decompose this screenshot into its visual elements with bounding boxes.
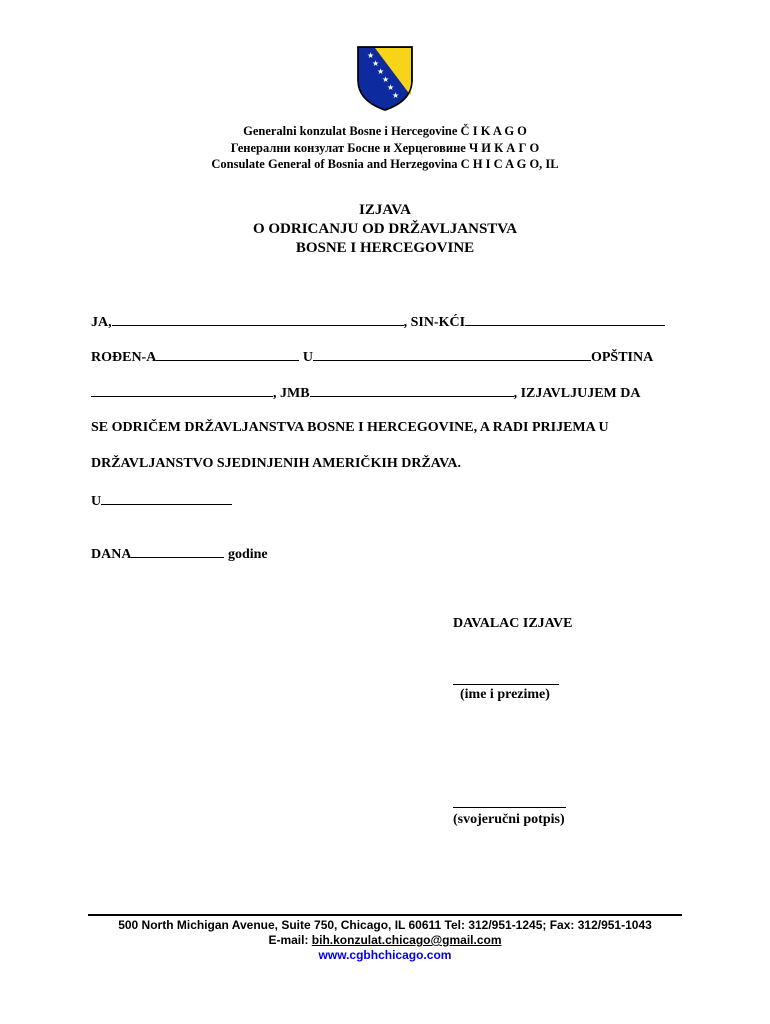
email-label: E-mail: — [268, 933, 312, 947]
coat-of-arms-icon — [355, 44, 415, 112]
document-subtitle-1: O ODRICANJU OD DRŽAVLJANSTVA — [252, 221, 518, 237]
roden-label: ROĐEN-A — [91, 350, 157, 365]
signature-caption: (svojeručni potpis) — [453, 812, 565, 827]
place-field[interactable] — [101, 492, 232, 505]
jmb-line — [91, 384, 641, 402]
footer-email-line — [0, 933, 770, 947]
birth-place-label: U — [302, 350, 313, 365]
svg-text:★: ★ — [387, 83, 395, 92]
place-line — [91, 492, 232, 510]
name-line — [91, 313, 665, 331]
document-subtitle-2: BOSNE I HERCEGOVINE — [295, 240, 475, 256]
statement-line-2: DRŽAVLJANSTVO SJEDINJENIH AMERIČKIH DRŽAVA. — [91, 456, 462, 471]
full-name-field[interactable] — [453, 684, 559, 685]
svg-text:★: ★ — [372, 59, 380, 68]
place-label: U — [91, 494, 102, 509]
footer-address: 500 North Michigan Avenue, Suite 750, Chicago, IL 60611 Tel: 312/951-1245; Fax: 312/951-1043 — [118, 918, 652, 932]
declarant-heading: DAVALAC IZJAVE — [453, 616, 573, 631]
date-line — [91, 545, 268, 563]
jmb-label: , JMB — [273, 386, 310, 401]
parent-name-field[interactable] — [465, 313, 665, 326]
date-label: DANA — [91, 547, 132, 562]
full-name-caption: (ime i prezime) — [460, 687, 550, 702]
godine-label: godine — [227, 547, 268, 562]
jmb-field[interactable] — [310, 384, 514, 397]
website-link[interactable]: www.cgbhchicago.com — [318, 948, 452, 962]
footer-divider — [88, 914, 682, 916]
date-field[interactable] — [131, 545, 224, 558]
parent-label: , SIN-KĆI — [403, 315, 466, 330]
svg-text:★: ★ — [377, 67, 385, 76]
email-link[interactable]: bih.konzulat.chicago@gmail.com — [311, 933, 502, 947]
opstina-label: OPŠTINA — [590, 350, 654, 365]
signature-field[interactable] — [453, 807, 566, 808]
svg-text:★: ★ — [392, 91, 400, 100]
name-field[interactable] — [112, 313, 404, 326]
consulate-name-english: Consulate General of Bosnia and Herzegovina C H I C A G O, IL — [211, 157, 559, 171]
birth-date-field[interactable] — [156, 348, 299, 361]
birth-line — [91, 348, 653, 366]
footer-website-line — [0, 948, 770, 962]
birth-place-field[interactable] — [313, 348, 591, 361]
consulate-name-latin: Generalni konzulat Bosne i Hercegovine Č I K A G O — [243, 124, 527, 138]
svg-text:★: ★ — [382, 75, 390, 84]
consulate-name-cyrillic: Генерални конзулат Босне и Херцеговине Ч И К А Г О — [230, 141, 540, 155]
ja-label: JA, — [91, 315, 112, 330]
izjavljujem-label: , IZJAVLJUJEM DA — [513, 386, 641, 401]
svg-text:★: ★ — [367, 51, 375, 60]
municipality-field[interactable] — [91, 384, 273, 397]
document-title: IZJAVA — [359, 202, 411, 218]
statement-line-1: SE ODRIČEM DRŽAVLJANSTVA BOSNE I HERCEGOVINE, A RADI PRIJEMA U — [91, 420, 609, 435]
